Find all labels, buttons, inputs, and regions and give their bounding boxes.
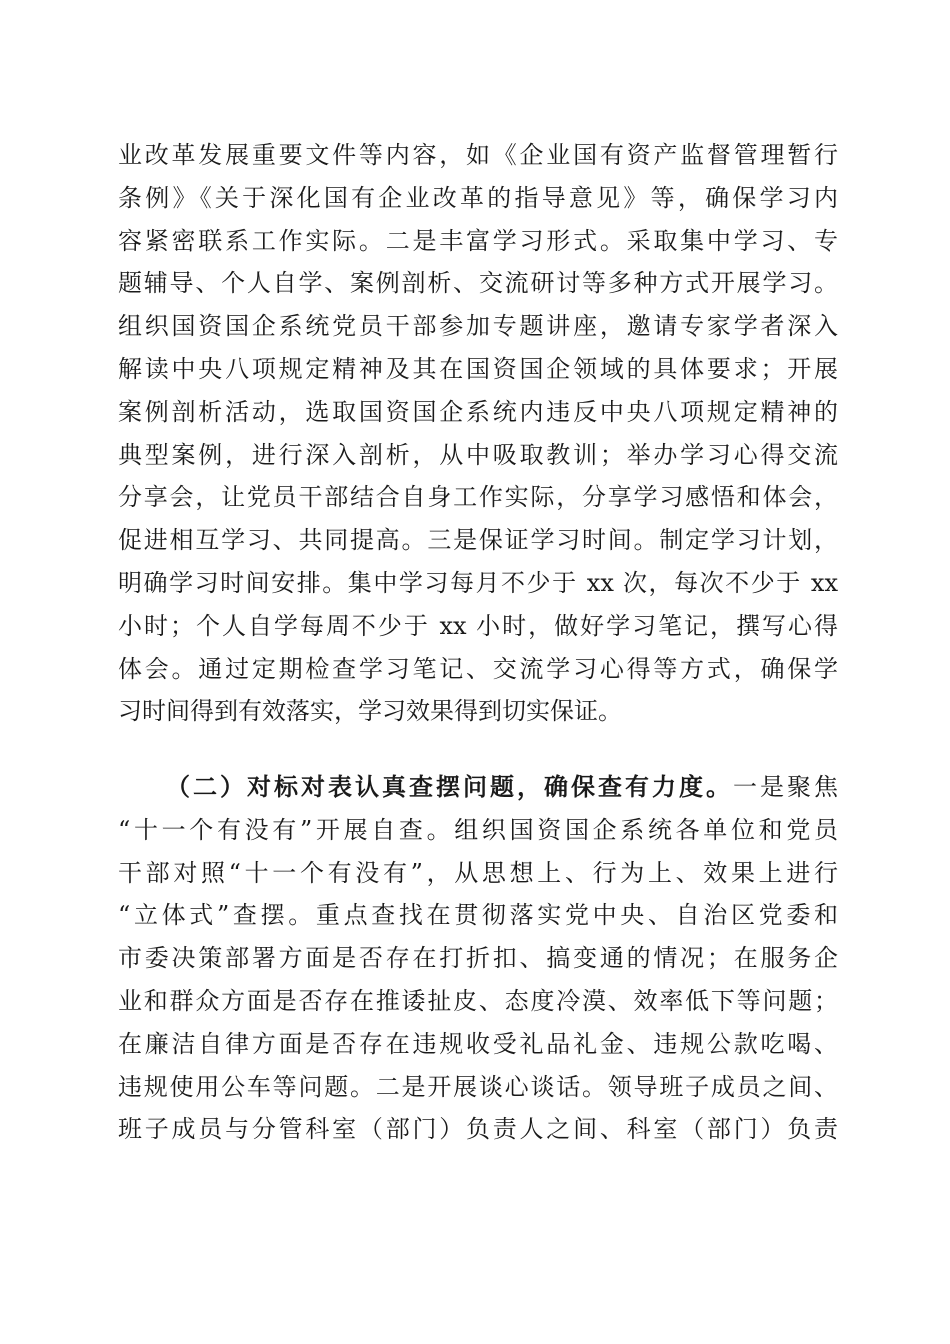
section-heading: （二）对标对表认真查摆问题，确保查有力度。	[166, 772, 733, 801]
paragraph-2-line: 违规使用公车等问题。二是开展谈心谈话。领导班子成员之间、	[118, 1072, 838, 1101]
paragraph-2-line: 干部对照“十一个有没有”，从思想上、行为上、效果上进行	[118, 858, 838, 887]
paragraph-1-line: 业改革发展重要文件等内容，如《企业国有资产监督管理暂行	[118, 141, 838, 169]
paragraph-2-line: 在廉洁自律方面是否存在违规收受礼品礼金、违规公款吃喝、	[118, 1029, 838, 1058]
paragraph-1-line: 体会。通过定期检查学习笔记、交流学习心得等方式，确保学	[118, 654, 838, 683]
paragraph-1-line: 组织国资国企系统党员干部参加专题讲座，邀请专家学者深入	[118, 312, 838, 341]
paragraph-2-line: 业和群众方面是否存在推诿扯皮、态度冷漠、效率低下等问题；	[118, 986, 838, 1015]
paragraph-2-line: “十一个有没有”开展自查。组织国资国企系统各单位和党员	[118, 815, 838, 844]
paragraph-1-line: 典型案例，进行深入剖析，从中吸取教训；举办学习心得交流	[118, 440, 838, 469]
paragraph-2-first-line	[118, 766, 838, 809]
paragraph-2-line: 班子成员与分管科室（部门）负责人之间、科室（部门）负责	[118, 1115, 838, 1144]
paragraph-1-line: 习时间得到有效落实，学习效果得到切实保证。	[118, 697, 622, 726]
paragraph-2-line: 市委决策部署方面是否存在打折扣、搞变通的情况；在服务企	[118, 944, 838, 973]
paragraph-1-line: 题辅导、个人自学、案例剖析、交流研讨等多种方式开展学习。	[118, 269, 838, 298]
paragraph-1-line: 促进相互学习、共同提高。三是保证学习时间。制定学习计划，	[118, 526, 838, 555]
paragraph-1	[118, 134, 838, 733]
paragraph-1-line: 明确学习时间安排。集中学习每月不少于 xx 次，每次不少于 xx	[118, 568, 838, 597]
paragraph-2	[118, 766, 838, 1151]
paragraph-1-line: 条例》《关于深化国有企业改革的指导意见》等，确保学习内	[118, 183, 838, 212]
paragraph-1-line: 案例剖析活动，选取国资国企系统内违反中央八项规定精神的	[118, 397, 838, 426]
paragraph-2-first-line-text: 一是聚焦	[733, 773, 838, 801]
paragraph-1-line: 容紧密联系工作实际。二是丰富学习形式。采取集中学习、专	[118, 226, 838, 255]
paragraph-1-line: 解读中央八项规定精神及其在国资国企领域的具体要求；开展	[118, 354, 838, 383]
paragraph-2-line: “立体式”查摆。重点查找在贯彻落实党中央、自治区党委和	[118, 901, 838, 930]
paragraph-1-line: 小时；个人自学每周不少于 xx 小时，做好学习笔记，撰写心得	[118, 611, 838, 640]
paragraph-1-line: 分享会，让党员干部结合自身工作实际，分享学习感悟和体会，	[118, 483, 838, 512]
